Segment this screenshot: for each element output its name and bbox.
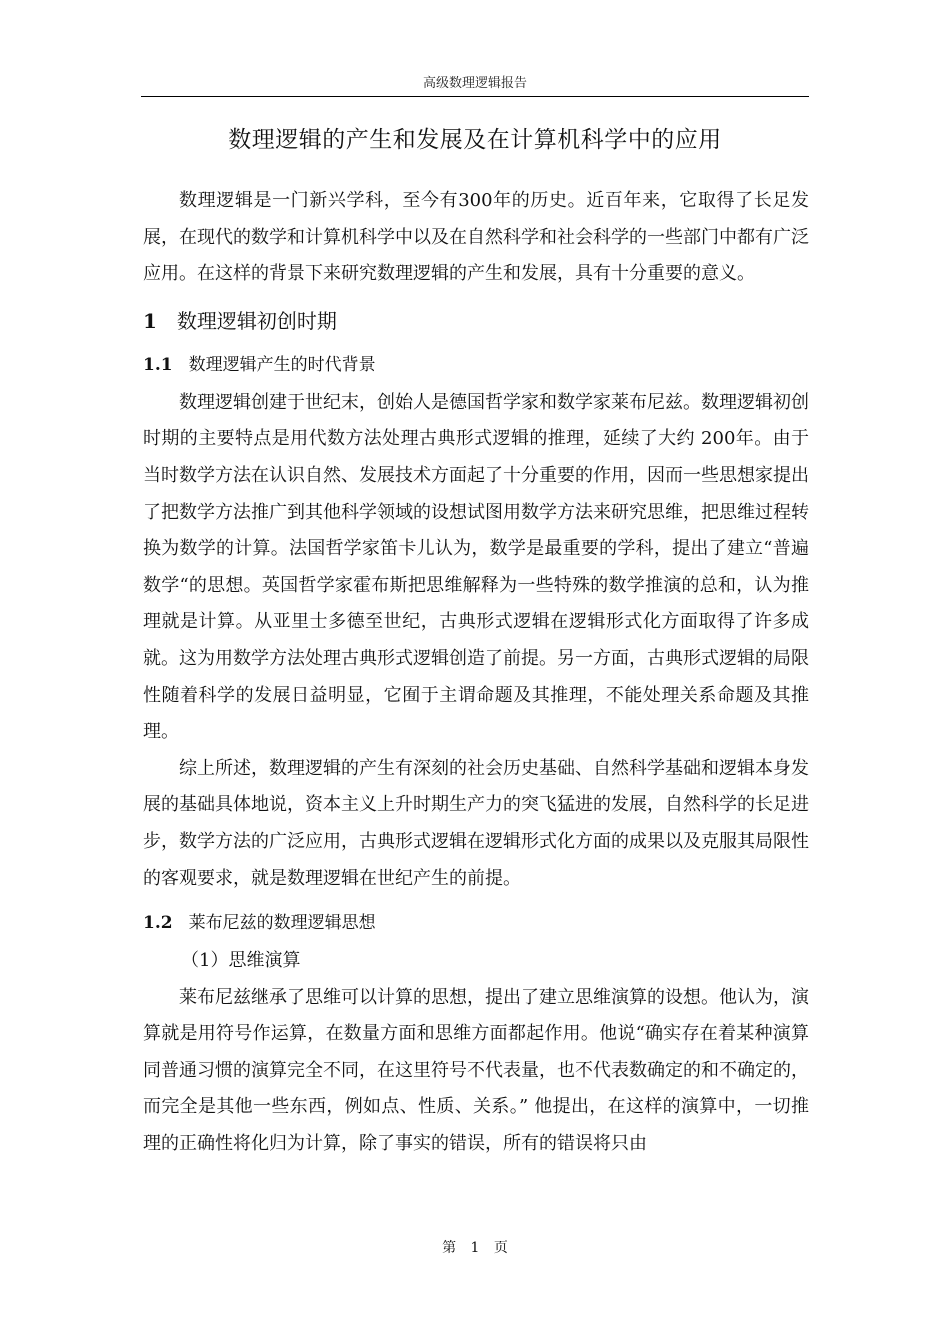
section-1-2-paragraph-1: 莱布尼兹继承了思维可以计算的思想，提出了建立思维演算的设想。他认为，演算就是用符号作运算，在数量方面和思维方面都起作用。他说“确实存在着某种演算同普通习惯的演算完全不同，在这里符号不代表量，也不代表数确定的和不确定的，而完全是其他一些东西，例如点、性质、关系。” 他提出，在这样的演算中，一切推理的正确性将化归为计算，除了事实的错误，所有的错误将只由 bbox=[143, 986, 809, 1155]
section-1-1-paragraph-2: 综上所述，数理逻辑的产生有深刻的社会历史基础、自然科学基础和逻辑本身发展的基础具体地说，资本主义上升时期生产力的突飞猛进的发展，自然科学的长足进步，数学方法的广泛应用，古典形式逻辑在逻辑形式化方面的成果以及克服其局限性的客观要求，就是数理逻辑在世纪产生的前提。 bbox=[143, 757, 809, 889]
document-body bbox=[143, 183, 809, 1163]
section-1-1-number: 1.1 bbox=[143, 354, 173, 375]
section-1-2-number: 1.2 bbox=[143, 913, 173, 934]
section-1-heading bbox=[143, 303, 809, 339]
section-1-number: 1 bbox=[143, 308, 157, 333]
section-1-2-title: 莱布尼兹的数理逻辑思想 bbox=[188, 913, 376, 934]
document-title: 数理逻辑的产生和发展及在计算机科学中的应用 bbox=[228, 127, 722, 153]
page-footer: 第 1 页 bbox=[442, 1240, 508, 1256]
section-1-2-heading bbox=[143, 905, 809, 941]
header-rule bbox=[141, 96, 809, 97]
section-1-title: 数理逻辑初创时期 bbox=[176, 308, 337, 333]
section-1-2-subheading: （1）思维演算 bbox=[181, 950, 301, 972]
page-header: 高级数理逻辑报告 bbox=[422, 76, 527, 91]
intro-paragraph: 数理逻辑是一门新兴学科，至今有300年的历史。近百年来，它取得了长足发展，在现代的数学和计算机科学中以及在自然科学和社会科学的一些部门中都有广泛应用。在这样的背景下来研究数理逻辑的产生和发展，具有十分重要的意义。 bbox=[143, 190, 809, 285]
section-1-1-paragraph-1: 数理逻辑创建于世纪末，创始人是德国哲学家和数学家莱布尼兹。数理逻辑初创时期的主要特点是用代数方法处理古典形式逻辑的推理，延续了大约 200年。由于当时数学方法在认识自然、发展技术方面起了十分重要的作用，因而一些思想家提出了把数学方法推广到其他科学领域的设想试图用数学方法来研究思维，把思维过程转换为数学的计算。法国哲学家笛卡儿认为，数学是最重要的学科，提出了建立“普遍数学“的思想。英国哲学家霍布斯把思维解释为一些特殊的数学推演的总和，认为推理就是计算。从亚里士多德至世纪，古典形式逻辑在逻辑形式化方面取得了许多成就。这为用数学方法处理古典形式逻辑创造了前提。另一方面，古典形式逻辑的局限性随着科学的发展日益明显，它囿于主谓命题及其推理，不能处理关系命题及其推理。 bbox=[143, 391, 809, 743]
section-1-1-heading bbox=[143, 347, 809, 383]
section-1-1-title: 数理逻辑产生的时代背景 bbox=[188, 354, 376, 375]
